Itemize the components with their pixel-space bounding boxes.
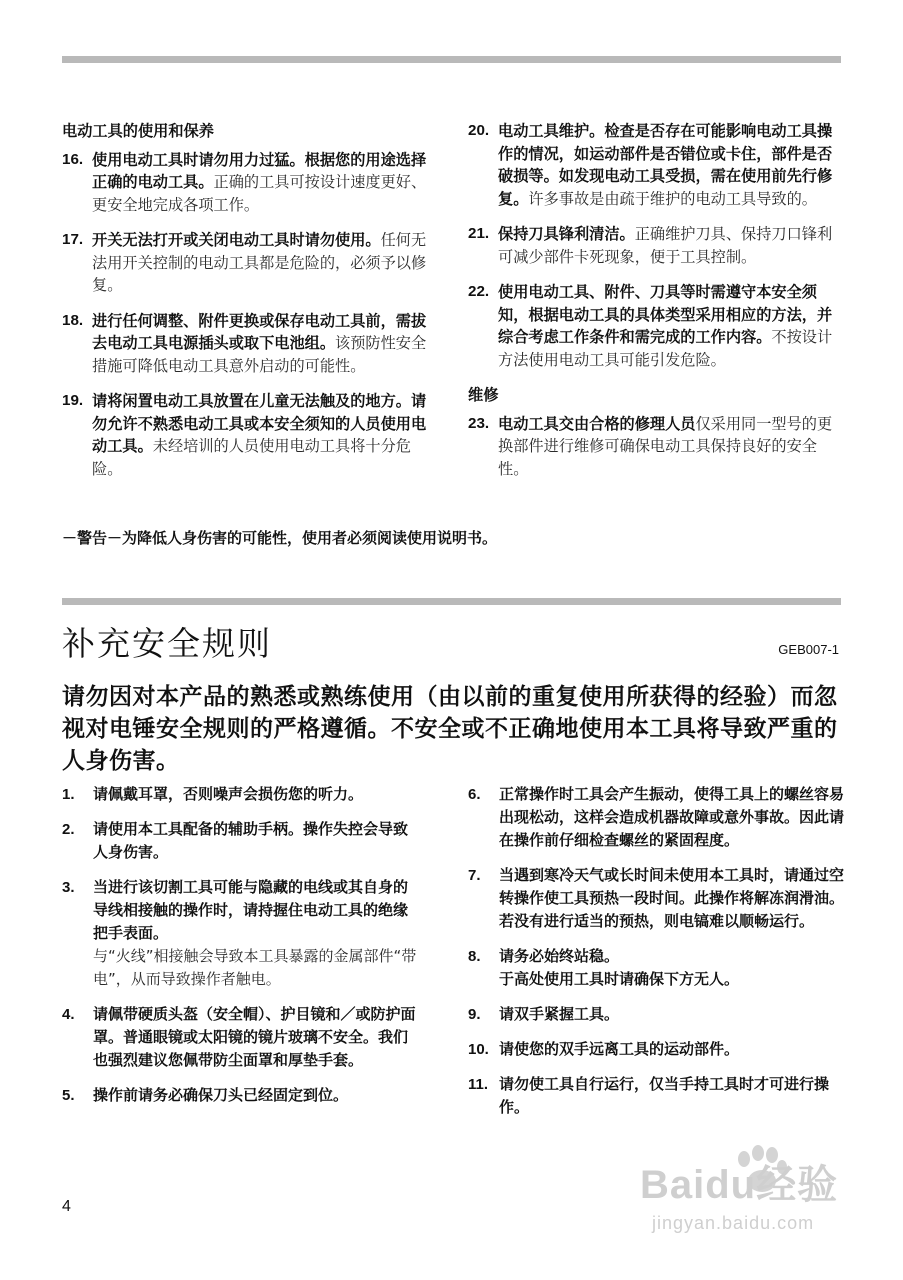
item-number: 19. [62,392,84,409]
item-bold-text: 请使用本工具配备的辅助手柄。操作失控会导致人身伤害。 [93,820,409,861]
item-number: 4. [62,1006,75,1023]
watermark-logo-text: Baidu经验 [640,1163,839,1207]
warning-text: －警告－为降低人身伤害的可能性，使用者必须阅读使用说明书。 [62,529,498,547]
item-bold-text: 当遇到寒冷天气或长时间未使用本工具时，请通过空转操作使工具预热一段时间。此操作将解冻润滑油。若没有进行适当的预热，则电镐难以顺畅运行。 [499,866,845,930]
item-bold-text: 当进行该切割工具可能与隐藏的电线或其自身的导线相接触的操作时，请持握住电动工具的绝缘把手表面。 [93,878,409,942]
list-item-11 [468,1073,846,1119]
right-column-section-2 [468,783,846,1131]
list-item-7 [468,864,846,933]
item-number: 8. [468,948,481,965]
list-item-18 [62,310,440,378]
item-normal-text: 不按设计方法使用电动工具可能引发危险。 [498,328,833,369]
item-bold-text: 请佩带硬质头盔（安全帽）、护目镜和／或防护面罩。普通眼镜或太阳镜的镜片玻璃不安全。我们也强烈建议您佩带防尘面罩和厚垫手套。 [93,1005,416,1069]
item-number: 20. [468,122,490,139]
item-bold-text: 请使您的双手远离工具的运动部件。 [499,1040,740,1058]
item-number: 7. [468,867,481,884]
item-bold-text: 电动工具交由合格的修理人员 [498,414,696,433]
list-item-10 [468,1038,846,1061]
item-number: 23. [468,414,490,432]
watermark-url: jingyan.baidu.com [652,1213,815,1233]
list-item-3 [62,876,422,991]
item-number: 16. [62,150,84,168]
list-item-16 [62,149,440,217]
item-normal-text: 于高处使用工具时请确保下方无人。 [499,970,740,988]
section-heading-use-care: 电动工具的使用和保养 [62,122,214,140]
list-item-22 [468,281,846,371]
item-bold-text: 正常操作时工具会产生振动，使得工具上的螺丝容易出现松动，这样会造成机器故障或意外事故。因此请在操作前仔细检查螺丝的紧固程度。 [499,785,845,849]
list-item-5 [62,1084,422,1107]
document-code: GEB007-1 [778,642,839,657]
item-normal-text: 正确的工具可按设计速度更好、更安全地完成各项工作。 [92,173,427,214]
list-item-6 [468,783,846,852]
item-number: 1. [62,786,75,803]
item-bold-text: 请双手紧握工具。 [499,1005,620,1023]
item-bold-text: 使用电动工具时请勿用力过猛。根据您的用途选择正确的电动工具。 [92,150,427,191]
item-number: 22. [468,283,490,300]
intro-paragraph: 请勿因对本产品的熟悉或熟练使用（由以前的重复使用所获得的经验）而忽视对电锤安全规则的严格遵循。不安全或不正确地使用本工具将导致严重的人身伤害。 [62,684,838,774]
page-title: 补充安全规则 [62,624,272,663]
list-item-1 [62,783,422,806]
item-bold-text: 请将闲置电动工具放置在儿童无法触及的地方。请勿允许不熟悉电动工具或本安全须知的人员使用电动工具。 [92,392,427,455]
item-number: 3. [62,879,75,896]
item-number: 11. [468,1076,489,1093]
item-bold-text: 请佩戴耳罩，否则噪声会损伤您的听力。 [93,785,364,803]
right-column-section-1 [468,120,846,493]
item-number: 18. [62,311,84,329]
item-bold-text: 保持刀具锋利清洁。 [498,225,635,243]
item-bold-text: 操作前请务必确保刀头已经固定到位。 [93,1086,349,1104]
list-item-9 [468,1003,846,1026]
page-number: 4 [62,1198,71,1215]
item-number: 6. [468,786,481,803]
item-bold-text: 请务必始终站稳。 [499,947,620,965]
item-number: 2. [62,821,75,838]
item-normal-text: 仅采用同一型号的更换部件进行维修可确保电动工具保持良好的安全性。 [498,414,833,478]
item-bold-text: 进行任何调整、附件更换或保存电动工具前，需拔去电动工具电源插头或取下电池组。 [92,311,427,352]
item-bold-text: 使用电动工具、附件、刀具等时需遵守本安全须知，根据电动工具的具体类型采用相应的方法，并综合考虑工作条件和需完成的工作内容。 [498,283,833,346]
item-number: 5. [62,1087,75,1104]
list-item-19 [62,390,440,480]
list-item-8 [468,945,846,991]
list-item-21 [468,223,846,268]
item-number: 17. [62,231,84,248]
section-heading-maintenance: 维修 [468,386,499,404]
list-item-4 [62,1003,422,1072]
item-normal-text: 许多事故是由疏于维护的电动工具导致的。 [528,189,817,208]
list-item-17 [62,229,440,297]
item-bold-text: 开关无法打开或关闭电动工具时请勿使用。 [92,231,381,249]
left-column-section-1 [62,120,440,493]
baidu-watermark [640,1145,840,1255]
item-number: 9. [468,1006,481,1023]
top-rule [62,56,841,63]
item-number: 10. [468,1041,489,1058]
left-column-section-2 [62,783,422,1119]
item-normal-text: 与“火线”相接触会导致本工具暴露的金属部件“带电”，从而导致操作者触电。 [93,947,417,988]
item-bold-text: 请勿使工具自行运行，仅当手持工具时才可进行操作。 [499,1075,830,1116]
section-rule [62,598,841,605]
item-number: 21. [468,225,490,242]
item-bold-text: 电动工具维护。检查是否存在可能影响电动工具操作的情况，如运动部件是否错位或卡住，部件是否破损等。如发现电动工具受损，需在使用前先行修复。 [498,122,833,208]
item-normal-text: 任何无法用开关控制的电动工具都是危险的，必须予以修复。 [92,231,427,294]
list-item-2 [62,818,422,864]
item-normal-text: 未经培训的人员使用电动工具将十分危险。 [92,437,411,478]
list-item-20 [468,120,846,210]
item-normal-text: 正确维护刀具、保持刀口锋利可减少部件卡死现象，便于工具控制。 [498,225,833,266]
list-item-23 [468,413,846,481]
item-normal-text: 该预防性安全措施可降低电动工具意外启动的可能性。 [92,334,427,375]
